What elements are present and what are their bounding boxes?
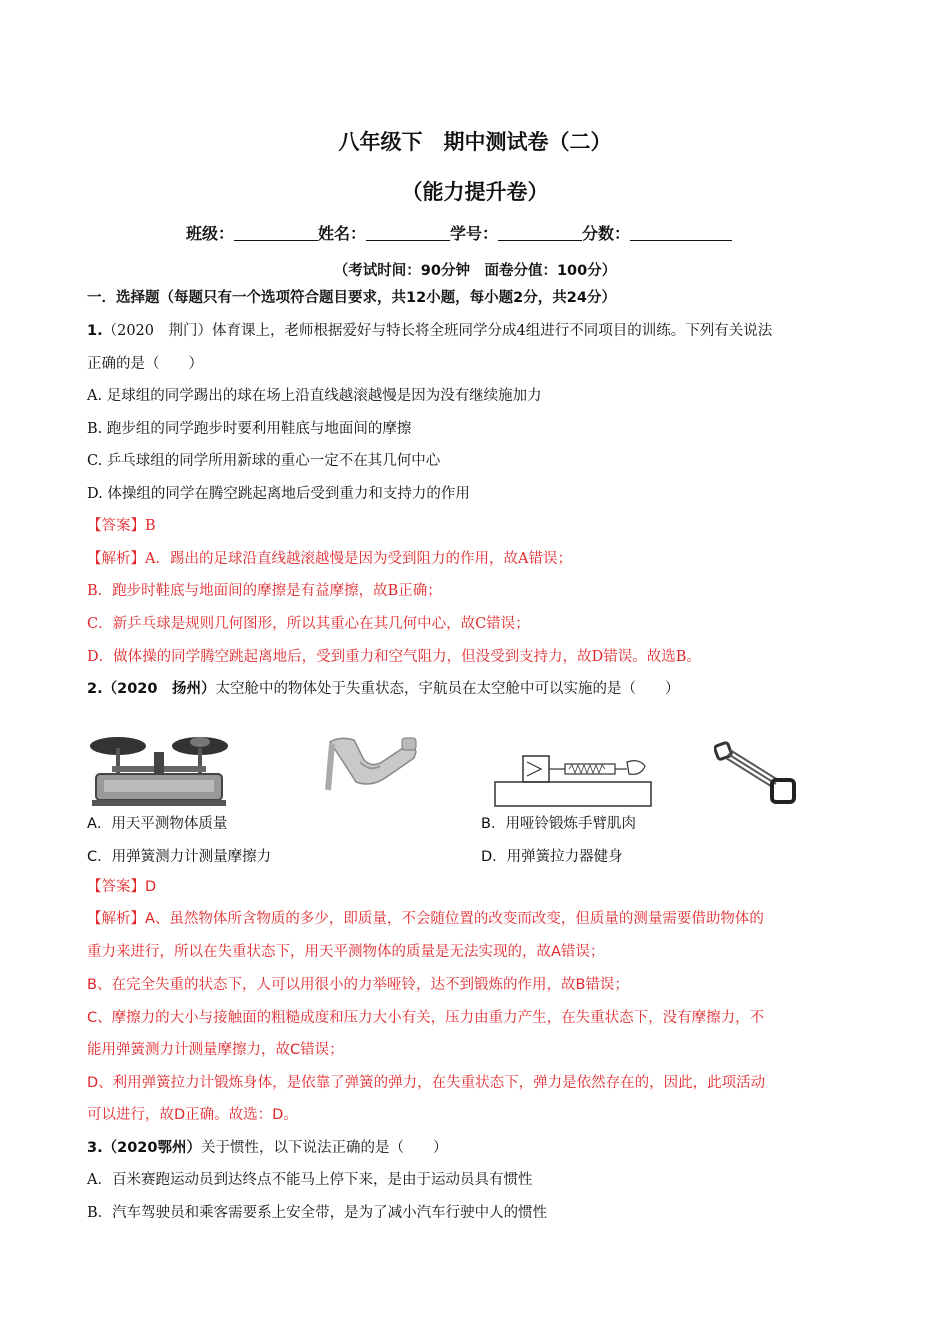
- q3-stem: [87, 1138, 447, 1158]
- q2-analysis-line: C、摩擦力的大小与接触面的粗糙成度和压力大小有关，压力由重力产生，在失重状态下，没有摩擦力，不: [87, 1010, 765, 1026]
- q1-stem-line1: [87, 321, 772, 341]
- student-info-row: [186, 221, 732, 244]
- balance-scale-image: [88, 728, 230, 808]
- q2-analysis-line: 重力来进行，所以在失重状态下，用天平测物体的质量是无法实现的，故A错误；: [87, 944, 605, 960]
- section-heading: 一．选择题（每题只有一个选项符合题目要求，共12小题，每小题2分，共24分）: [87, 290, 616, 306]
- q3-option-b: B．汽车驾驶员和乘客需要系上安全带，是为了减小汽车行驶中人的惯性: [87, 1205, 548, 1221]
- q3-option-a: A．百米赛跑运动员到达终点不能马上停下来，是由于运动员具有惯性: [87, 1172, 533, 1188]
- q2-option-d: D．用弹簧拉力器健身: [481, 849, 623, 865]
- q1-analysis-line: C．新乒乓球是规则几何图形，所以其重心在其几何中心，故C错误；: [87, 616, 530, 632]
- q2-source: （2020 扬州）: [102, 681, 216, 697]
- q1-option-d: D. 体操组的同学在腾空跳起离地后受到重力和支持力的作用: [87, 486, 470, 502]
- q1-stem-text: 体育课上，老师根据爱好与特长将全班同学分成4组进行不同项目的训练。下列有关说法: [212, 323, 773, 339]
- q1-analysis-line: D．做体操的同学腾空跳起离地后，受到重力和空气阻力，但没受到支持力，故D错误。故选B。: [87, 649, 701, 665]
- q1-option-b: B. 跑步组的同学跑步时要利用鞋底与地面间的摩擦: [87, 421, 412, 437]
- q2-analysis-line: 可以进行，故D正确。故选：D。: [87, 1107, 298, 1123]
- q2-option-c: C．用弹簧测力计测量摩擦力: [87, 849, 272, 865]
- spring-expander-image: [714, 740, 796, 806]
- spring-scale-friction-image: [493, 742, 653, 808]
- score-blank[interactable]: [630, 224, 732, 241]
- q3-number: 3.: [87, 1140, 103, 1156]
- name-blank[interactable]: [366, 224, 450, 241]
- q1-analysis-line: B．跑步时鞋底与地面间的摩擦是有益摩擦，故B正确；: [87, 583, 442, 599]
- dumbbell-arm-image: [320, 732, 420, 794]
- q2-analysis-line: B、在完全失重的状态下，人可以用很小的力举哑铃，达不到锻炼的作用，故B错误；: [87, 977, 629, 993]
- q1-source: （2020 荆门）: [102, 323, 213, 339]
- q1-option-c: C. 乒乓球组的同学所用新球的重心一定不在其几何中心: [87, 453, 441, 469]
- q3-source: （2020鄂州）: [102, 1140, 201, 1156]
- number-blank[interactable]: [498, 224, 582, 241]
- q3-stem-text: 关于惯性，以下说法正确的是（ ）: [200, 1140, 448, 1156]
- q2-option-a: A．用天平测物体质量: [87, 816, 228, 832]
- score-label: 分数：: [582, 224, 631, 243]
- q1-number: 1.: [87, 323, 103, 339]
- q1-analysis-line: 【解析】A．踢出的足球沿直线越滚越慢是因为受到阻力的作用，故A错误；: [87, 551, 572, 567]
- q1-answer: 【答案】B: [87, 518, 156, 534]
- page-subtitle: （能力提升卷）: [401, 180, 549, 204]
- class-blank[interactable]: [234, 224, 318, 241]
- q2-analysis-line: 【解析】A、虽然物体所含物质的多少，即质量，不会随位置的改变而改变，但质量的测量需要借助物体的: [87, 911, 764, 927]
- exam-meta: （考试时间：90分钟 面卷分值：100分）: [333, 263, 617, 279]
- q2-analysis-line: 能用弹簧测力计测量摩擦力，故C错误；: [87, 1042, 344, 1058]
- class-label: 班级：: [186, 224, 235, 243]
- q2-number: 2.: [87, 681, 103, 697]
- q1-option-a: A. 足球组的同学踢出的球在场上沿直线越滚越慢是因为没有继续施加力: [87, 388, 542, 404]
- q2-analysis-line: D、利用弹簧拉力计锻炼身体，是依靠了弹簧的弹力，在失重状态下，弹力是依然存在的，因此，此项活动: [87, 1075, 766, 1091]
- page-title: 八年级下 期中测试卷（二）: [338, 130, 612, 154]
- number-label: 学号：: [450, 224, 499, 243]
- q2-stem-text: 太空舱中的物体处于失重状态，宇航员在太空舱中可以实施的是（ ）: [215, 681, 680, 697]
- q2-option-b: B．用哑铃锻炼手臂肌肉: [481, 816, 636, 832]
- q1-stem-line2: 正确的是（ ）: [87, 356, 203, 372]
- q2-answer: 【答案】D: [87, 879, 157, 895]
- name-label: 姓名：: [318, 224, 367, 243]
- q2-stem: [87, 679, 679, 699]
